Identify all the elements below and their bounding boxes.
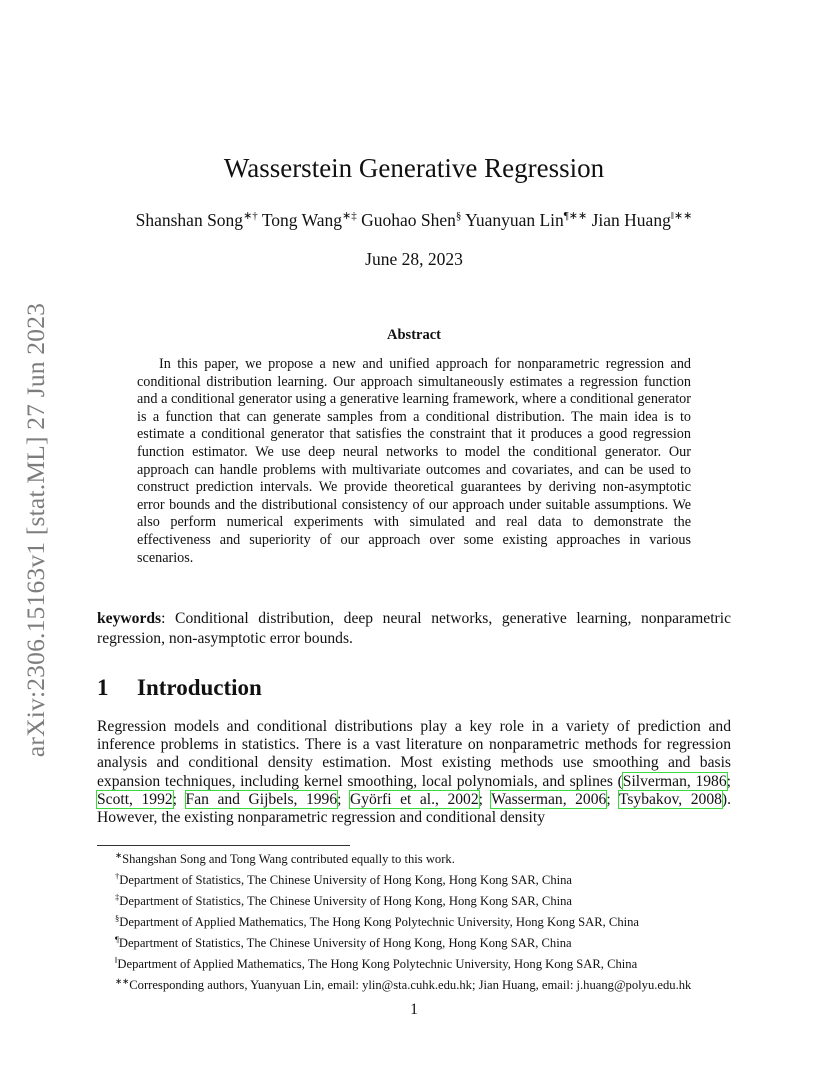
footnote: ∗∗Corresponding authors, Yuanyuan Lin, email: ylin@sta.cuhk.edu.hk; Jian Huang, email: j.huang@polyu.edu.hk — [115, 975, 692, 993]
author-marks: ∗‡ — [342, 210, 357, 222]
footnote: ‡Department of Statistics, The Chinese University of Hong Kong, Hong Kong SAR, China — [115, 891, 572, 909]
keywords — [97, 609, 731, 649]
publication-date: June 28, 2023 — [365, 249, 463, 269]
footnote: §Department of Applied Mathematics, The Hong Kong Polytechnic University, Hong Kong SAR, China — [115, 912, 640, 930]
author: Yuanyuan Lin¶∗∗ — [465, 209, 588, 230]
footnote-mark: ¶ — [115, 933, 119, 944]
page-number: 1 — [410, 1001, 418, 1018]
keywords-text: : Conditional distribution, deep neural networks, generative learning, nonparametric regression, non-asymptotic error bounds. — [97, 610, 731, 647]
arxiv-identifier-text: arXiv:2306.15163v1 [stat.ML] 27 Jun 2023 — [21, 302, 50, 758]
author-marks: ‖∗∗ — [670, 210, 693, 222]
author: Jian Huang‖∗∗ — [591, 209, 693, 230]
footnote-mark: † — [115, 870, 120, 881]
footnote: †Department of Statistics, The Chinese University of Hong Kong, Hong Kong SAR, China — [115, 870, 572, 888]
citation-link[interactable]: Fan and Gijbels, 1996 — [185, 790, 338, 808]
section-title: Introduction — [137, 675, 262, 700]
author-marks: ∗† — [243, 210, 258, 222]
author-marks: § — [455, 210, 462, 222]
citation-link[interactable]: Györfi et al., 2002 — [350, 790, 479, 808]
keywords-label: keywords — [97, 610, 162, 627]
footnote: ‖Department of Applied Mathematics, The Hong Kong Polytechnic University, Hong Kong SAR, China — [115, 954, 638, 972]
author-list — [0, 209, 828, 231]
citation-link[interactable]: Silverman, 1986 — [622, 772, 727, 790]
intro-text: ). However, the existing nonparametric regression and conditional density — [97, 790, 732, 827]
footnote-mark: § — [115, 912, 120, 923]
author: Tong Wang∗‡ — [261, 209, 357, 230]
footnote-divider — [97, 845, 350, 846]
abstract-heading: Abstract — [387, 327, 441, 343]
footnote-mark: ∗∗ — [115, 975, 130, 986]
footnote: ¶Department of Statistics, The Chinese University of Hong Kong, Hong Kong SAR, China — [115, 933, 572, 951]
citation-link[interactable]: Wasserman, 2006 — [491, 790, 607, 808]
footnote: ∗Shangshan Song and Tong Wang contributed equally to this work. — [115, 850, 455, 867]
section-heading — [97, 675, 262, 701]
paper-title: Wasserstein Generative Regression — [223, 153, 605, 183]
citation-link[interactable]: Tsybakov, 2008 — [618, 790, 722, 808]
intro-paragraph: Regression models and conditional distributions play a key role in a variety of prediction and inference problems in statistics. There is a vast literature on nonparametric methods for regression analysis and conditional density estimation. Most existing methods use smoothing and basis expansion techniques, including kernel smoothing, local polynomials, and splines (Silverman, 1986; Scott, 1992; Fan and Gijbels, 1996; Györfi et al., 2002; Wasserman, 2006; Tsybakov, 2008). However, the existing nonparametric regression and conditional density — [97, 718, 732, 827]
footnote-mark: ‡ — [115, 891, 120, 902]
footnotes — [97, 847, 731, 994]
citation-link[interactable]: Scott, 1992 — [97, 790, 173, 808]
intro-text: Regression models and conditional distributions play a key role in a variety of prediction and inference problems in statistics. There is a vast literature on nonparametric methods for regression analysis and conditional density estimation. Most existing methods use smoothing and basis expansion techniques, including kernel smoothing, local polynomials, and splines ( — [97, 718, 731, 790]
footnote-mark: ‖ — [115, 954, 118, 965]
author-marks: ¶∗∗ — [563, 210, 588, 222]
author: Shanshan Song∗† — [135, 209, 258, 230]
footnote-mark: ∗ — [115, 850, 123, 860]
section-number: 1 — [97, 675, 109, 700]
abstract-text: In this paper, we propose a new and unified approach for nonparametric regression and conditional distribution learning. Our approach simultaneously estimates a regression function and a conditional generator using a generative learning framework, where a conditional generator is a function that can generate samples from a conditional distribution. The main idea is to estimate a conditional generator that satisfies the constraint that it produces a good regression function estimator. We use deep neural networks to model the conditional generator. Our approach can handle problems with multivariate outcomes and covariates, and can be used to construct prediction intervals. We provide theoretical guarantees by deriving non-asymptotic error bounds and the distributional consistency of our approach under suitable assumptions. We also perform numerical experiments with simulated and real data to demonstrate the effectiveness and superiority of our approach over some existing approaches in various scenarios. — [137, 356, 691, 566]
author: Guohao Shen§ — [361, 209, 462, 230]
arxiv-identifier — [14, 285, 58, 775]
